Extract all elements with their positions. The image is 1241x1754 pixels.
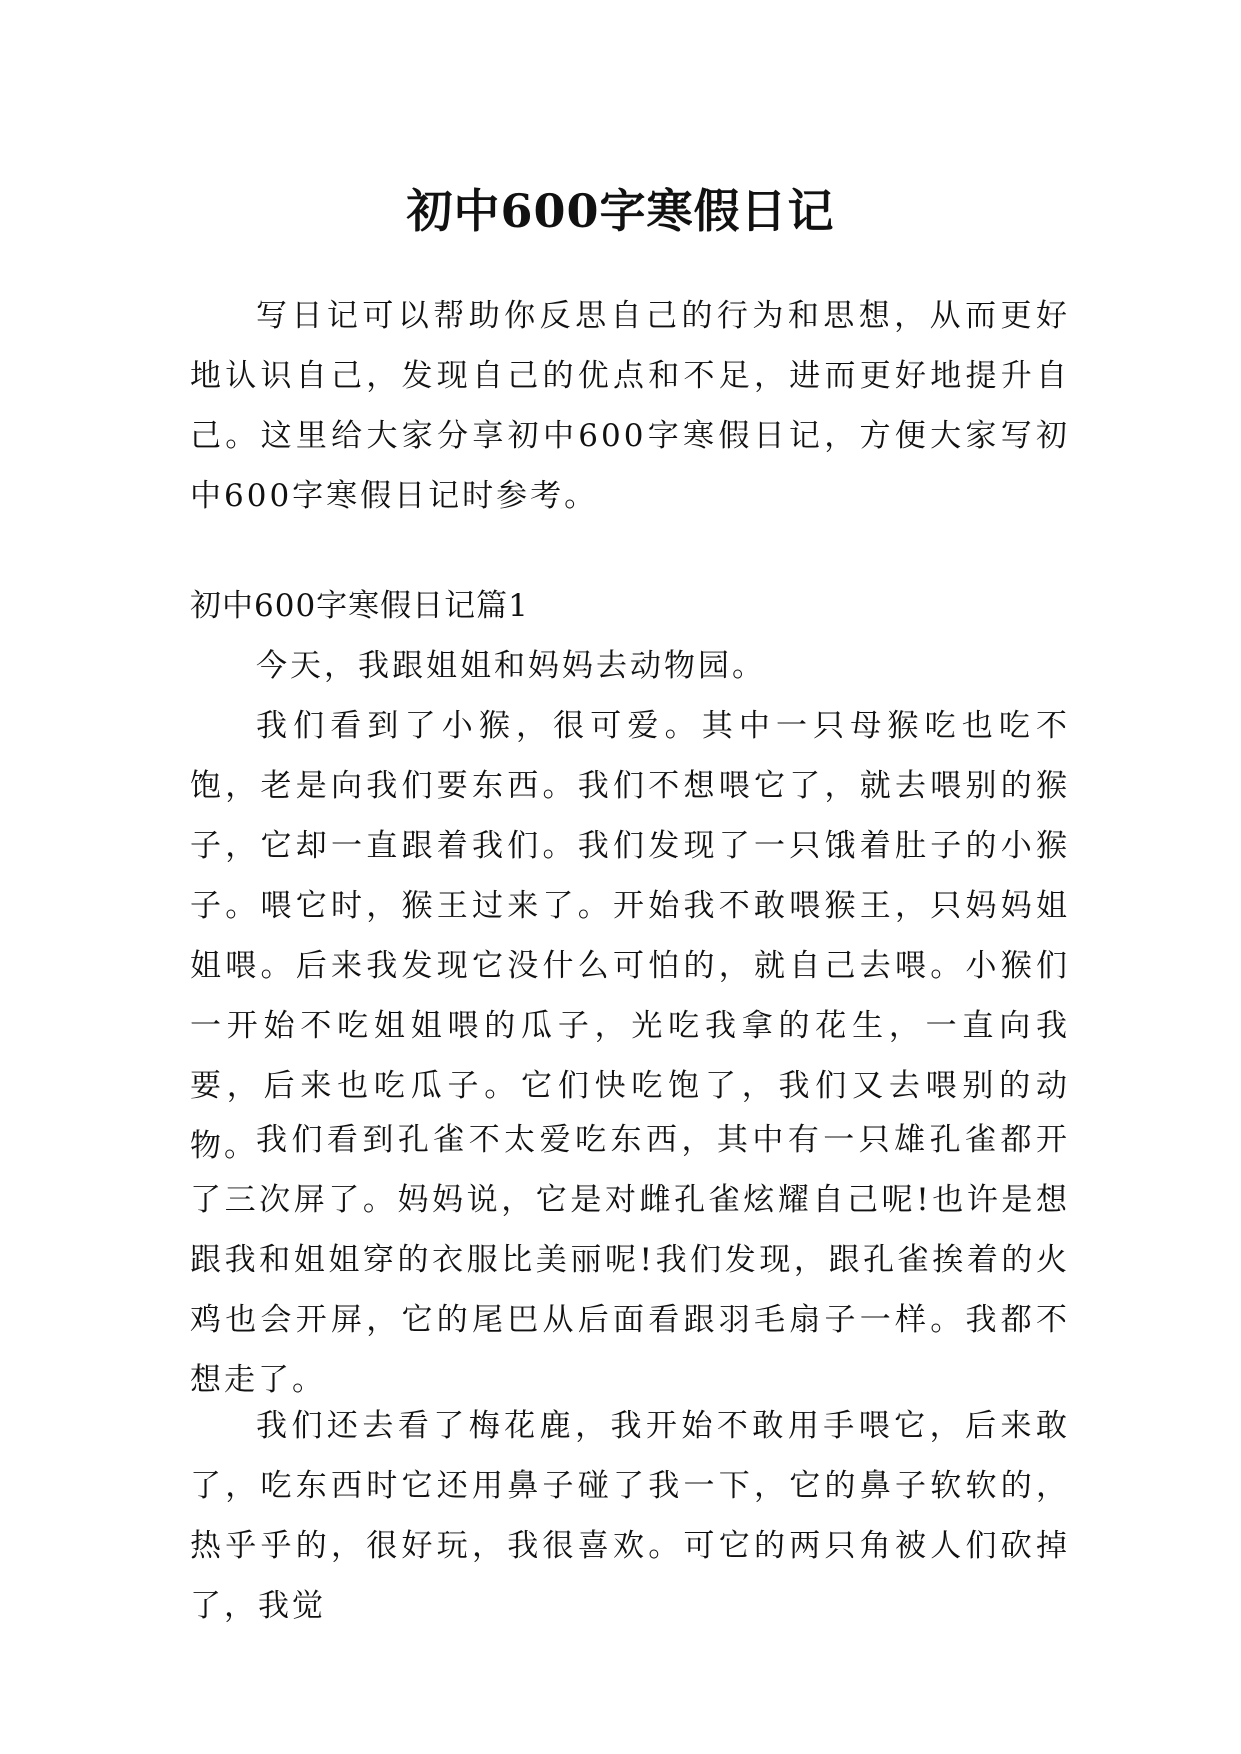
body-paragraph: 我们还去看了梅花鹿，我开始不敢用手喂它，后来敢了，吃东西时它还用鼻子碰了我一下，它的鼻子软软的，热乎乎的，很好玩，我很喜欢。可它的两只角被人们砍掉了，我觉 — [190, 1408, 1070, 1624]
section-heading: 初中600字寒假日记篇1 — [190, 588, 529, 624]
body-paragraph: 我们看到孔雀不太爱吃东西，其中有一只雄孔雀都开了三次屏了。妈妈说，它是对雌孔雀炫耀自己呢!也许是想跟我和姐姐穿的衣服比美丽呢!我们发现，跟孔雀挨着的火鸡也会开屏，它的尾巴从后面看跟羽毛扇子一样。我都不想走了。 — [190, 1122, 1070, 1398]
body-paragraph: 今天，我跟姐姐和妈妈去动物园。 — [256, 648, 766, 684]
page-title: 初中600字寒假日记 — [406, 183, 835, 238]
intro-paragraph: 写日记可以帮助你反思自己的行为和思想，从而更好地认识自己，发现自己的优点和不足，进而更好地提升自己。这里给大家分享初中600字寒假日记，方便大家写初中600字寒假日记时参考。 — [190, 298, 1070, 514]
body-paragraph: 我们看到了小猴，很可爱。其中一只母猴吃也吃不饱，老是向我们要东西。我们不想喂它了，就去喂别的猴子，它却一直跟着我们。我们发现了一只饿着肚子的小猴子。喂它时，猴王过来了。开始我不敢喂猴王，只妈妈姐姐喂。后来我发现它没什么可怕的，就自己去喂。小猴们一开始不吃姐姐喂的瓜子，光吃我拿的花生，一直向我要，后来也吃瓜子。它们快吃饱了，我们又去喂别的动物。 — [190, 708, 1070, 1164]
